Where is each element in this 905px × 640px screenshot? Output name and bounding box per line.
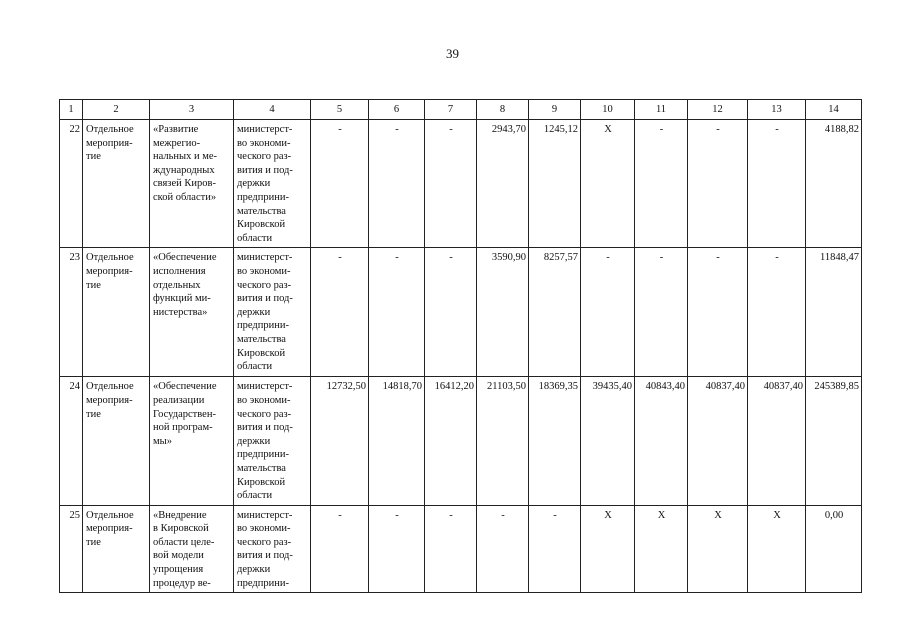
value-cell: 8257,57 bbox=[529, 248, 581, 377]
program-table bbox=[59, 99, 862, 593]
value-cell: - bbox=[477, 505, 529, 593]
column-header: 1 bbox=[60, 100, 83, 120]
value-cell: - bbox=[425, 505, 477, 593]
value-cell: 1245,12 bbox=[529, 120, 581, 248]
column-header: 8 bbox=[477, 100, 529, 120]
column-header: 6 bbox=[369, 100, 425, 120]
name-cell: «Обеспечение исполнения отдельных функций ми- нистерства» bbox=[150, 248, 234, 377]
executor-cell: министерст- во экономи- ческого раз- вития и под- держки предприни- мательства Кировской области bbox=[234, 120, 311, 248]
value-cell: - bbox=[748, 120, 806, 248]
status-cell: Отдельное мероприя- тие bbox=[83, 248, 150, 377]
executor-cell: министерст- во экономи- ческого раз- вития и под- держки предприни- мательства Кировской области bbox=[234, 377, 311, 505]
table-row bbox=[60, 377, 862, 505]
executor-cell: министерст- во экономи- ческого раз- вития и под- держки предприни- мательства Кировской области bbox=[234, 248, 311, 377]
value-cell: X bbox=[635, 505, 688, 593]
value-cell: - bbox=[529, 505, 581, 593]
value-cell: X bbox=[748, 505, 806, 593]
executor-cell: министерст- во экономи- ческого раз- вития и под- держки предприни- bbox=[234, 505, 311, 593]
column-header: 9 bbox=[529, 100, 581, 120]
table-row bbox=[60, 505, 862, 593]
name-cell: «Развитие межрегио- нальных и ме- ждународных связей Киров- ской области» bbox=[150, 120, 234, 248]
value-cell: - bbox=[425, 248, 477, 377]
status-cell: Отдельное мероприя- тие bbox=[83, 505, 150, 593]
column-header: 7 bbox=[425, 100, 477, 120]
column-header: 12 bbox=[688, 100, 748, 120]
name-cell: «Внедрение в Кировской области целе- вой модели упрощения процедур ве- bbox=[150, 505, 234, 593]
column-header: 10 bbox=[581, 100, 635, 120]
status-cell: Отдельное мероприя- тие bbox=[83, 120, 150, 248]
value-cell: - bbox=[635, 120, 688, 248]
value-cell: - bbox=[369, 120, 425, 248]
row-number: 22 bbox=[60, 120, 83, 248]
name-cell: «Обеспечение реализации Государствен- ной програм- мы» bbox=[150, 377, 234, 505]
value-cell: - bbox=[688, 120, 748, 248]
value-cell: 245389,85 bbox=[806, 377, 862, 505]
value-cell: - bbox=[425, 120, 477, 248]
row-number: 24 bbox=[60, 377, 83, 505]
value-cell: - bbox=[311, 505, 369, 593]
column-header: 4 bbox=[234, 100, 311, 120]
value-cell: - bbox=[635, 248, 688, 377]
table-row bbox=[60, 248, 862, 377]
page-bottom-edge bbox=[0, 614, 905, 640]
column-header: 14 bbox=[806, 100, 862, 120]
value-cell: - bbox=[311, 248, 369, 377]
value-cell: - bbox=[688, 248, 748, 377]
value-cell: 11848,47 bbox=[806, 248, 862, 377]
value-cell: X bbox=[581, 505, 635, 593]
value-cell: 40837,40 bbox=[748, 377, 806, 505]
column-header: 3 bbox=[150, 100, 234, 120]
value-cell: 4188,82 bbox=[806, 120, 862, 248]
column-header: 2 bbox=[83, 100, 150, 120]
value-cell: 2943,70 bbox=[477, 120, 529, 248]
row-number: 23 bbox=[60, 248, 83, 377]
column-header: 5 bbox=[311, 100, 369, 120]
value-cell: 39435,40 bbox=[581, 377, 635, 505]
value-cell: 40837,40 bbox=[688, 377, 748, 505]
value-cell: 40843,40 bbox=[635, 377, 688, 505]
value-cell: - bbox=[581, 248, 635, 377]
value-cell: 18369,35 bbox=[529, 377, 581, 505]
value-cell: 0,00 bbox=[806, 505, 862, 593]
row-number: 25 bbox=[60, 505, 83, 593]
value-cell: - bbox=[369, 505, 425, 593]
value-cell: - bbox=[311, 120, 369, 248]
value-cell: 14818,70 bbox=[369, 377, 425, 505]
page-number: 39 bbox=[446, 46, 459, 61]
value-cell: X bbox=[688, 505, 748, 593]
value-cell: 16412,20 bbox=[425, 377, 477, 505]
value-cell: 21103,50 bbox=[477, 377, 529, 505]
column-header: 13 bbox=[748, 100, 806, 120]
status-cell: Отдельное мероприя- тие bbox=[83, 377, 150, 505]
table-header-row bbox=[60, 100, 862, 120]
value-cell: - bbox=[748, 248, 806, 377]
value-cell: - bbox=[369, 248, 425, 377]
column-header: 11 bbox=[635, 100, 688, 120]
table-row bbox=[60, 120, 862, 248]
value-cell: X bbox=[581, 120, 635, 248]
value-cell: 3590,90 bbox=[477, 248, 529, 377]
value-cell: 12732,50 bbox=[311, 377, 369, 505]
